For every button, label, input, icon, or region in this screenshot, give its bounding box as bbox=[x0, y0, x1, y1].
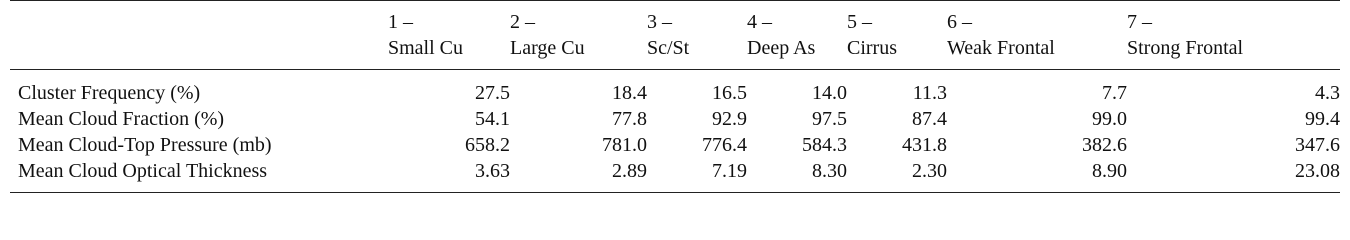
table-cell: 14.0 bbox=[812, 82, 847, 104]
row-label: Cluster Frequency (%) bbox=[18, 82, 201, 104]
column-header-2: 2 – Large Cu bbox=[510, 11, 585, 59]
table-cell: 77.8 bbox=[612, 108, 647, 130]
table-row bbox=[10, 158, 1340, 193]
column-header-6: 6 – Weak Frontal bbox=[947, 11, 1055, 59]
table-cell: 54.1 bbox=[475, 108, 510, 130]
table-cell: 8.90 bbox=[1092, 160, 1127, 182]
column-header-5: 5 – Cirrus bbox=[847, 11, 897, 59]
table-cell: 27.5 bbox=[475, 82, 510, 104]
table-cell: 99.0 bbox=[1092, 108, 1127, 130]
header-row bbox=[10, 1, 1340, 70]
table-cell: 2.30 bbox=[912, 160, 947, 182]
table-cell: 99.4 bbox=[1305, 108, 1340, 130]
column-header-7: 7 – Strong Frontal bbox=[1127, 11, 1244, 59]
table-cell: 781.0 bbox=[602, 134, 647, 156]
column-header-3: 3 – Sc/St bbox=[647, 11, 690, 59]
row-label: Mean Cloud Fraction (%) bbox=[18, 108, 225, 130]
table-cell: 347.6 bbox=[1295, 134, 1340, 156]
table-cell: 11.3 bbox=[912, 82, 947, 104]
header-corner bbox=[10, 1, 388, 70]
table-row bbox=[10, 132, 1340, 158]
column-header-4: 4 – Deep As bbox=[747, 11, 816, 59]
table-cell: 431.8 bbox=[902, 134, 947, 156]
table-cell: 23.08 bbox=[1295, 160, 1340, 182]
table-cell: 776.4 bbox=[702, 134, 747, 156]
table-row bbox=[10, 70, 1340, 107]
table-cell: 16.5 bbox=[712, 82, 747, 104]
table-cell: 2.89 bbox=[612, 160, 647, 182]
table-cell: 8.30 bbox=[812, 160, 847, 182]
table-cell: 7.19 bbox=[712, 160, 747, 182]
table-cell: 7.7 bbox=[1102, 82, 1127, 104]
cloud-cluster-table bbox=[10, 0, 1340, 193]
table-cell: 3.63 bbox=[475, 160, 510, 182]
table-cell: 92.9 bbox=[712, 108, 747, 130]
table-row bbox=[10, 106, 1340, 132]
table-cell: 87.4 bbox=[912, 108, 947, 130]
table-cell: 658.2 bbox=[465, 134, 510, 156]
table-cell: 584.3 bbox=[802, 134, 847, 156]
table-cell: 382.6 bbox=[1082, 134, 1127, 156]
row-label: Mean Cloud-Top Pressure (mb) bbox=[18, 134, 272, 156]
row-label: Mean Cloud Optical Thickness bbox=[18, 160, 268, 182]
table-cell: 4.3 bbox=[1315, 82, 1340, 104]
column-header-1: 1 – Small Cu bbox=[388, 11, 464, 59]
table-cell: 97.5 bbox=[812, 108, 847, 130]
table-cell: 18.4 bbox=[612, 82, 647, 104]
